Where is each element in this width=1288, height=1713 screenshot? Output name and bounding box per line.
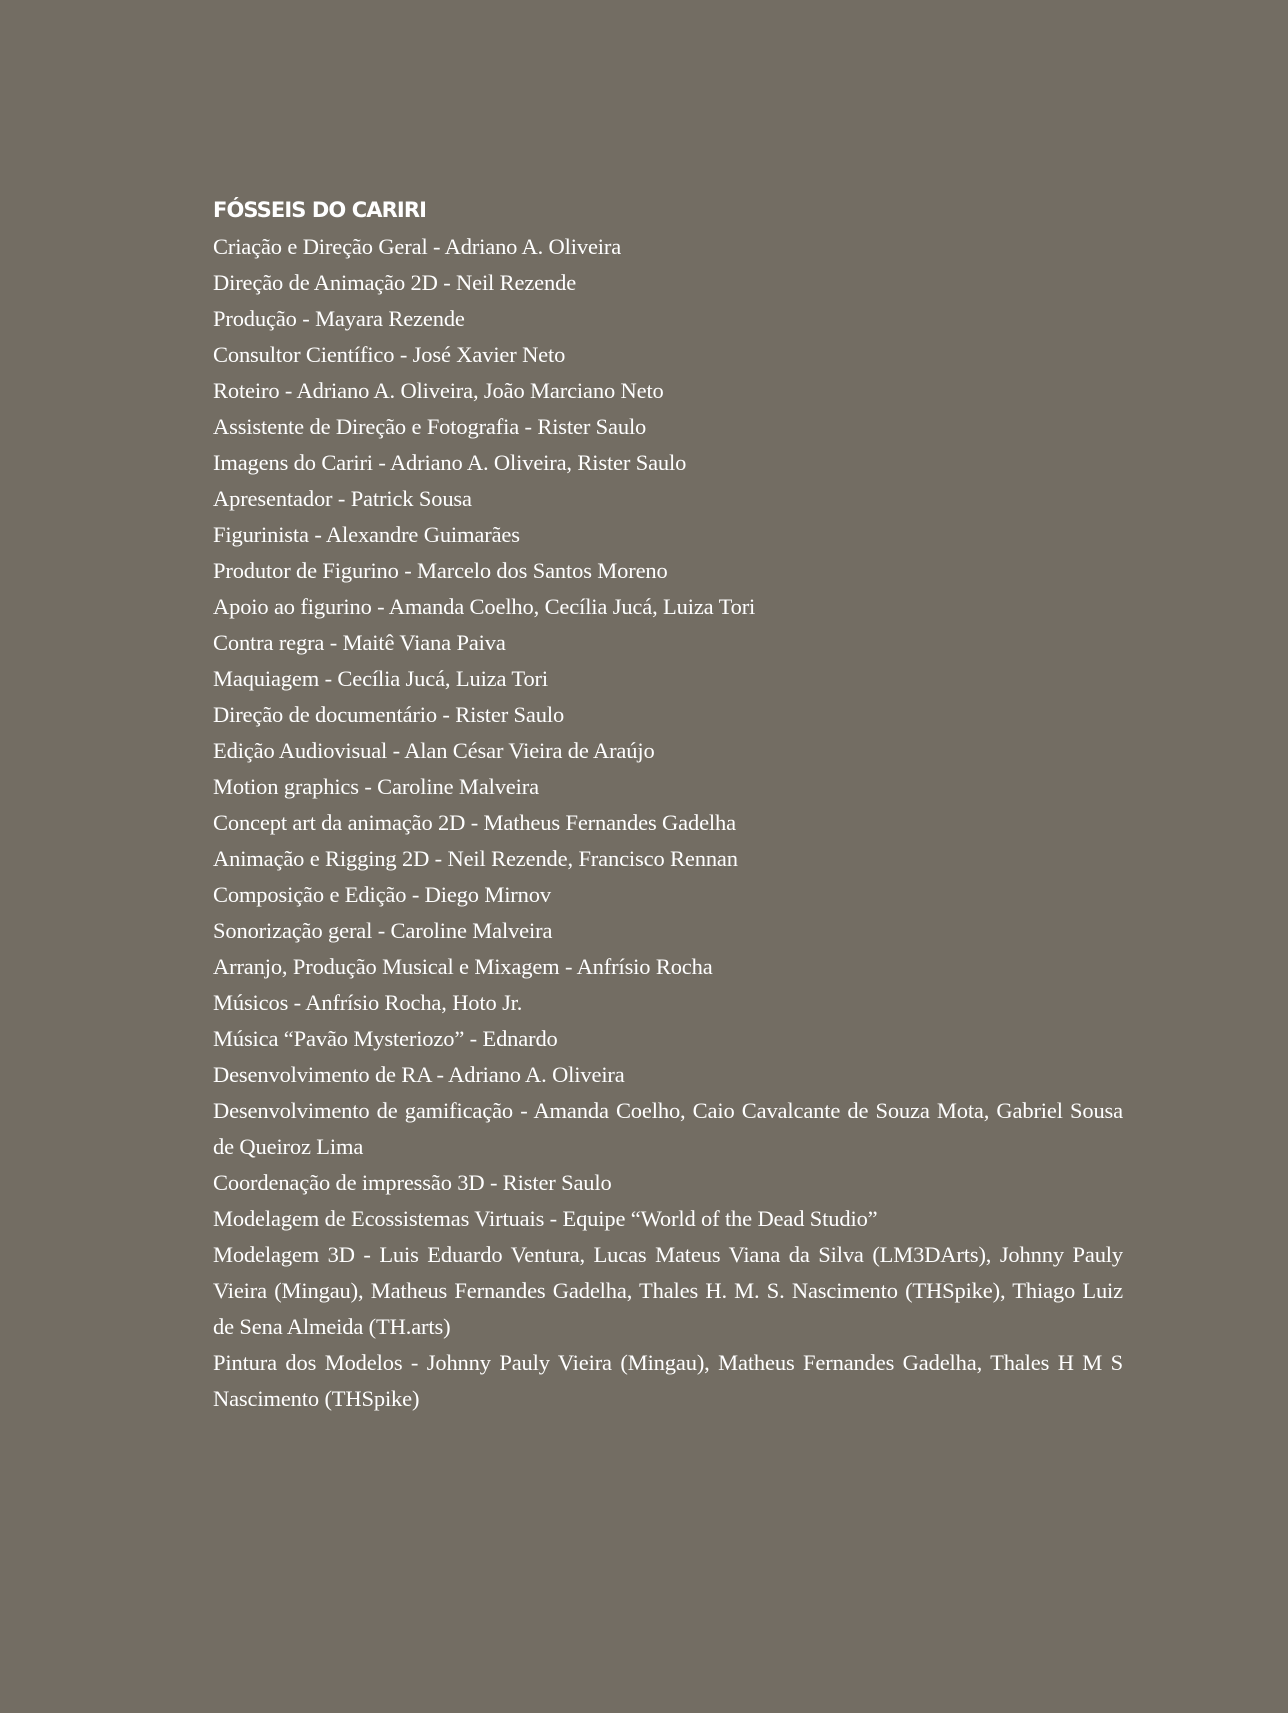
- credit-line-assistant-director: Assistente de Direção e Fotografia - Rister Saulo: [213, 414, 647, 439]
- credit-line-sound: Sonorização geral - Caroline Malveira: [213, 918, 553, 943]
- credit-line-song: Música “Pavão Mysteriozo” - Ednardo: [213, 1026, 558, 1051]
- credit-line-motion-graphics: Motion graphics - Caroline Malveira: [213, 774, 539, 799]
- credit-line-creation: Criação e Direção Geral - Adriano A. Oliveira: [213, 234, 622, 259]
- credits-block: [213, 193, 1123, 1417]
- credit-line-animation-direction: Direção de Animação 2D - Neil Rezende: [213, 270, 577, 295]
- credit-line-compositing: Composição e Edição - Diego Mirnov: [213, 882, 551, 907]
- credits-title: FÓSSEIS DO CARIRI: [213, 198, 427, 222]
- credit-line-animation-rigging: Animação e Rigging 2D - Neil Rezende, Francisco Rennan: [213, 846, 738, 871]
- credit-line-musicians: Músicos - Anfrísio Rocha, Hoto Jr.: [213, 990, 523, 1015]
- credit-line-model-painting: Pintura dos Modelos - Johnny Pauly Vieira (Mingau), Matheus Fernandes Gadelha, Thales H M S Nascimento (THSpike): [213, 1350, 1123, 1411]
- credit-line-scientific-consultant: Consultor Científico - José Xavier Neto: [213, 342, 566, 367]
- credit-line-script: Roteiro - Adriano A. Oliveira, João Marciano Neto: [213, 378, 664, 403]
- credit-line-costume-support: Apoio ao figurino - Amanda Coelho, Cecília Jucá, Luiza Tori: [213, 594, 756, 619]
- credit-line-gamification: Desenvolvimento de gamificação - Amanda Coelho, Caio Cavalcante de Souza Mota, Gabriel Sousa de Queiroz Lima: [213, 1098, 1123, 1159]
- credit-line-audiovisual-editing: Edição Audiovisual - Alan César Vieira de Araújo: [213, 738, 655, 763]
- credit-line-3d-modeling: Modelagem 3D - Luis Eduardo Ventura, Lucas Mateus Viana da Silva (LM3DArts), Johnny Pauly Vieira (Mingau), Matheus Fernandes Gadelha, Thales H. M. S. Nascimento (THSpike), Thiago Luiz de Sena Almeida (TH.arts): [213, 1242, 1123, 1339]
- credit-line-presenter: Apresentador - Patrick Sousa: [213, 486, 472, 511]
- credit-line-cariri-images: Imagens do Cariri - Adriano A. Oliveira, Rister Saulo: [213, 450, 687, 475]
- credit-line-stage-manager: Contra regra - Maitê Viana Paiva: [213, 630, 506, 655]
- credit-line-makeup: Maquiagem - Cecília Jucá, Luiza Tori: [213, 666, 548, 691]
- credits-list: [213, 229, 1123, 1417]
- credit-line-ar-development: Desenvolvimento de RA - Adriano A. Oliveira: [213, 1062, 625, 1087]
- credit-line-3d-printing: Coordenação de impressão 3D - Rister Saulo: [213, 1170, 612, 1195]
- credit-line-documentary-direction: Direção de documentário - Rister Saulo: [213, 702, 565, 727]
- credit-line-concept-art: Concept art da animação 2D - Matheus Fernandes Gadelha: [213, 810, 736, 835]
- credit-line-costume-producer: Produtor de Figurino - Marcelo dos Santos Moreno: [213, 558, 668, 583]
- credit-line-virtual-ecosystems: Modelagem de Ecossistemas Virtuais - Equipe “World of the Dead Studio”: [213, 1206, 878, 1231]
- credit-line-music-production: Arranjo, Produção Musical e Mixagem - Anfrísio Rocha: [213, 954, 713, 979]
- credit-line-costume-designer: Figurinista - Alexandre Guimarães: [213, 522, 520, 547]
- credit-line-production: Produção - Mayara Rezende: [213, 306, 465, 331]
